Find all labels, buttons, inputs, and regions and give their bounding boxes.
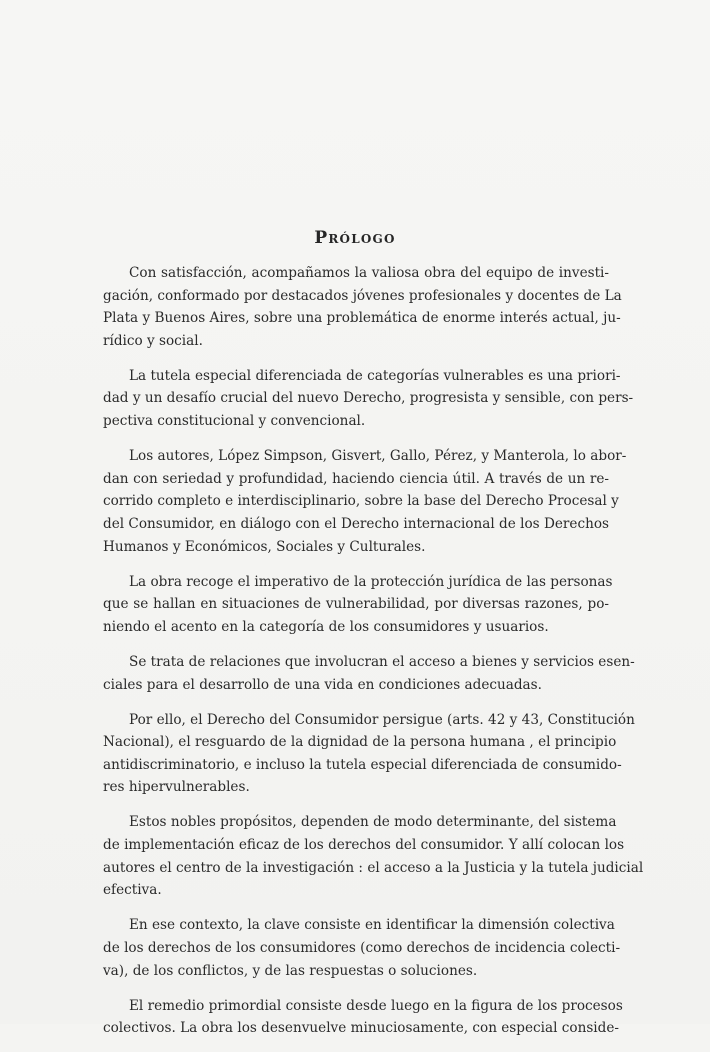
paragraph-line: La obra recoge el imperativo de la protección jurídica de las personas xyxy=(129,573,613,590)
paragraph-line: gación, conformado por destacados jóvenes profesionales y docentes de La xyxy=(103,287,622,304)
paragraph-line: del Consumidor, en diálogo con el Derecho internacional de los Derechos xyxy=(103,515,609,532)
paragraph-line: En ese contexto, la clave consiste en identificar la dimensión colectiva xyxy=(129,917,615,934)
paragraph-line: Los autores, López Simpson, Gisvert, Gallo, Pérez, y Manterola, lo abor- xyxy=(129,448,627,465)
paragraph-line: La tutela especial diferenciada de categorías vulnerables es una priori- xyxy=(129,367,621,384)
paragraph-line: Nacional), el resguardo de la dignidad de la persona humana , el principio xyxy=(103,734,617,751)
paragraph xyxy=(103,445,627,558)
paragraph xyxy=(103,811,644,901)
paragraph xyxy=(103,651,635,696)
paragraph xyxy=(103,914,621,982)
paragraph-line: dad y un desafío crucial del nuevo Derecho, progresista y sensible, con pers- xyxy=(103,390,634,407)
paragraph-line: Se trata de relaciones que involucran el acceso a bienes y servicios esen- xyxy=(129,653,635,670)
paragraph-line: ciales para el desarrollo de una vida en condiciones adecuadas. xyxy=(103,676,542,693)
paragraph-line: Por ello, el Derecho del Consumidor persigue (arts. 42 y 43, Constitución xyxy=(129,711,635,728)
paragraph-line: de implementación eficaz de los derechos del consumidor. Y allí colocan los xyxy=(103,837,625,854)
paragraph-line: El remedio primordial consiste desde luego en la figura de los procesos xyxy=(129,997,623,1014)
prologue-body xyxy=(103,262,644,1052)
paragraph xyxy=(103,262,622,352)
paragraph xyxy=(103,571,613,639)
paragraph-line: Estos nobles propósitos, dependen de modo determinante, del sistema xyxy=(129,814,617,831)
paragraph-line: efectiva. xyxy=(103,882,162,899)
paragraph-line: dan con seriedad y profundidad, haciendo ciencia útil. A través de un re- xyxy=(103,470,609,487)
paragraph xyxy=(103,709,635,799)
paragraph-line: corrido completo e interdisciplinario, sobre la base del Derecho Procesal y xyxy=(103,493,619,510)
paragraph-line: Humanos y Económicos, Sociales y Culturales. xyxy=(103,538,426,555)
paragraph-line: antidiscriminatorio, e incluso la tutela especial diferenciada de consumido- xyxy=(103,756,622,773)
paragraph xyxy=(103,365,634,433)
paragraph-line: niendo el acento en la categoría de los consumidores y usuarios. xyxy=(103,618,549,635)
paragraph-line: Con satisfacción, acompañamos la valiosa obra del equipo de investi- xyxy=(129,265,609,281)
page-title: Prólogo xyxy=(314,228,396,248)
paragraph-line: autores el centro de la investigación : el acceso a la Justicia y la tutela judicial xyxy=(103,859,644,876)
paragraph-line: res hipervulnerables. xyxy=(103,779,250,796)
paragraph-line: va), de los conflictos, y de las respuestas o soluciones. xyxy=(103,962,478,979)
paragraph-line: pectiva constitucional y convencional. xyxy=(103,413,366,430)
paragraph xyxy=(103,995,623,1040)
paragraph-line: de los derechos de los consumidores (como derechos de incidencia colecti- xyxy=(103,939,621,956)
paragraph-line: colectivos. La obra los desenvuelve minuciosamente, con especial conside- xyxy=(103,1020,619,1037)
paragraph-line: Plata y Buenos Aires, sobre una problemática de enorme interés actual, ju- xyxy=(103,310,621,327)
paragraph-line: rídico y social. xyxy=(103,332,203,349)
paragraph-line: que se hallan en situaciones de vulnerabilidad, por diversas razones, po- xyxy=(103,596,609,613)
